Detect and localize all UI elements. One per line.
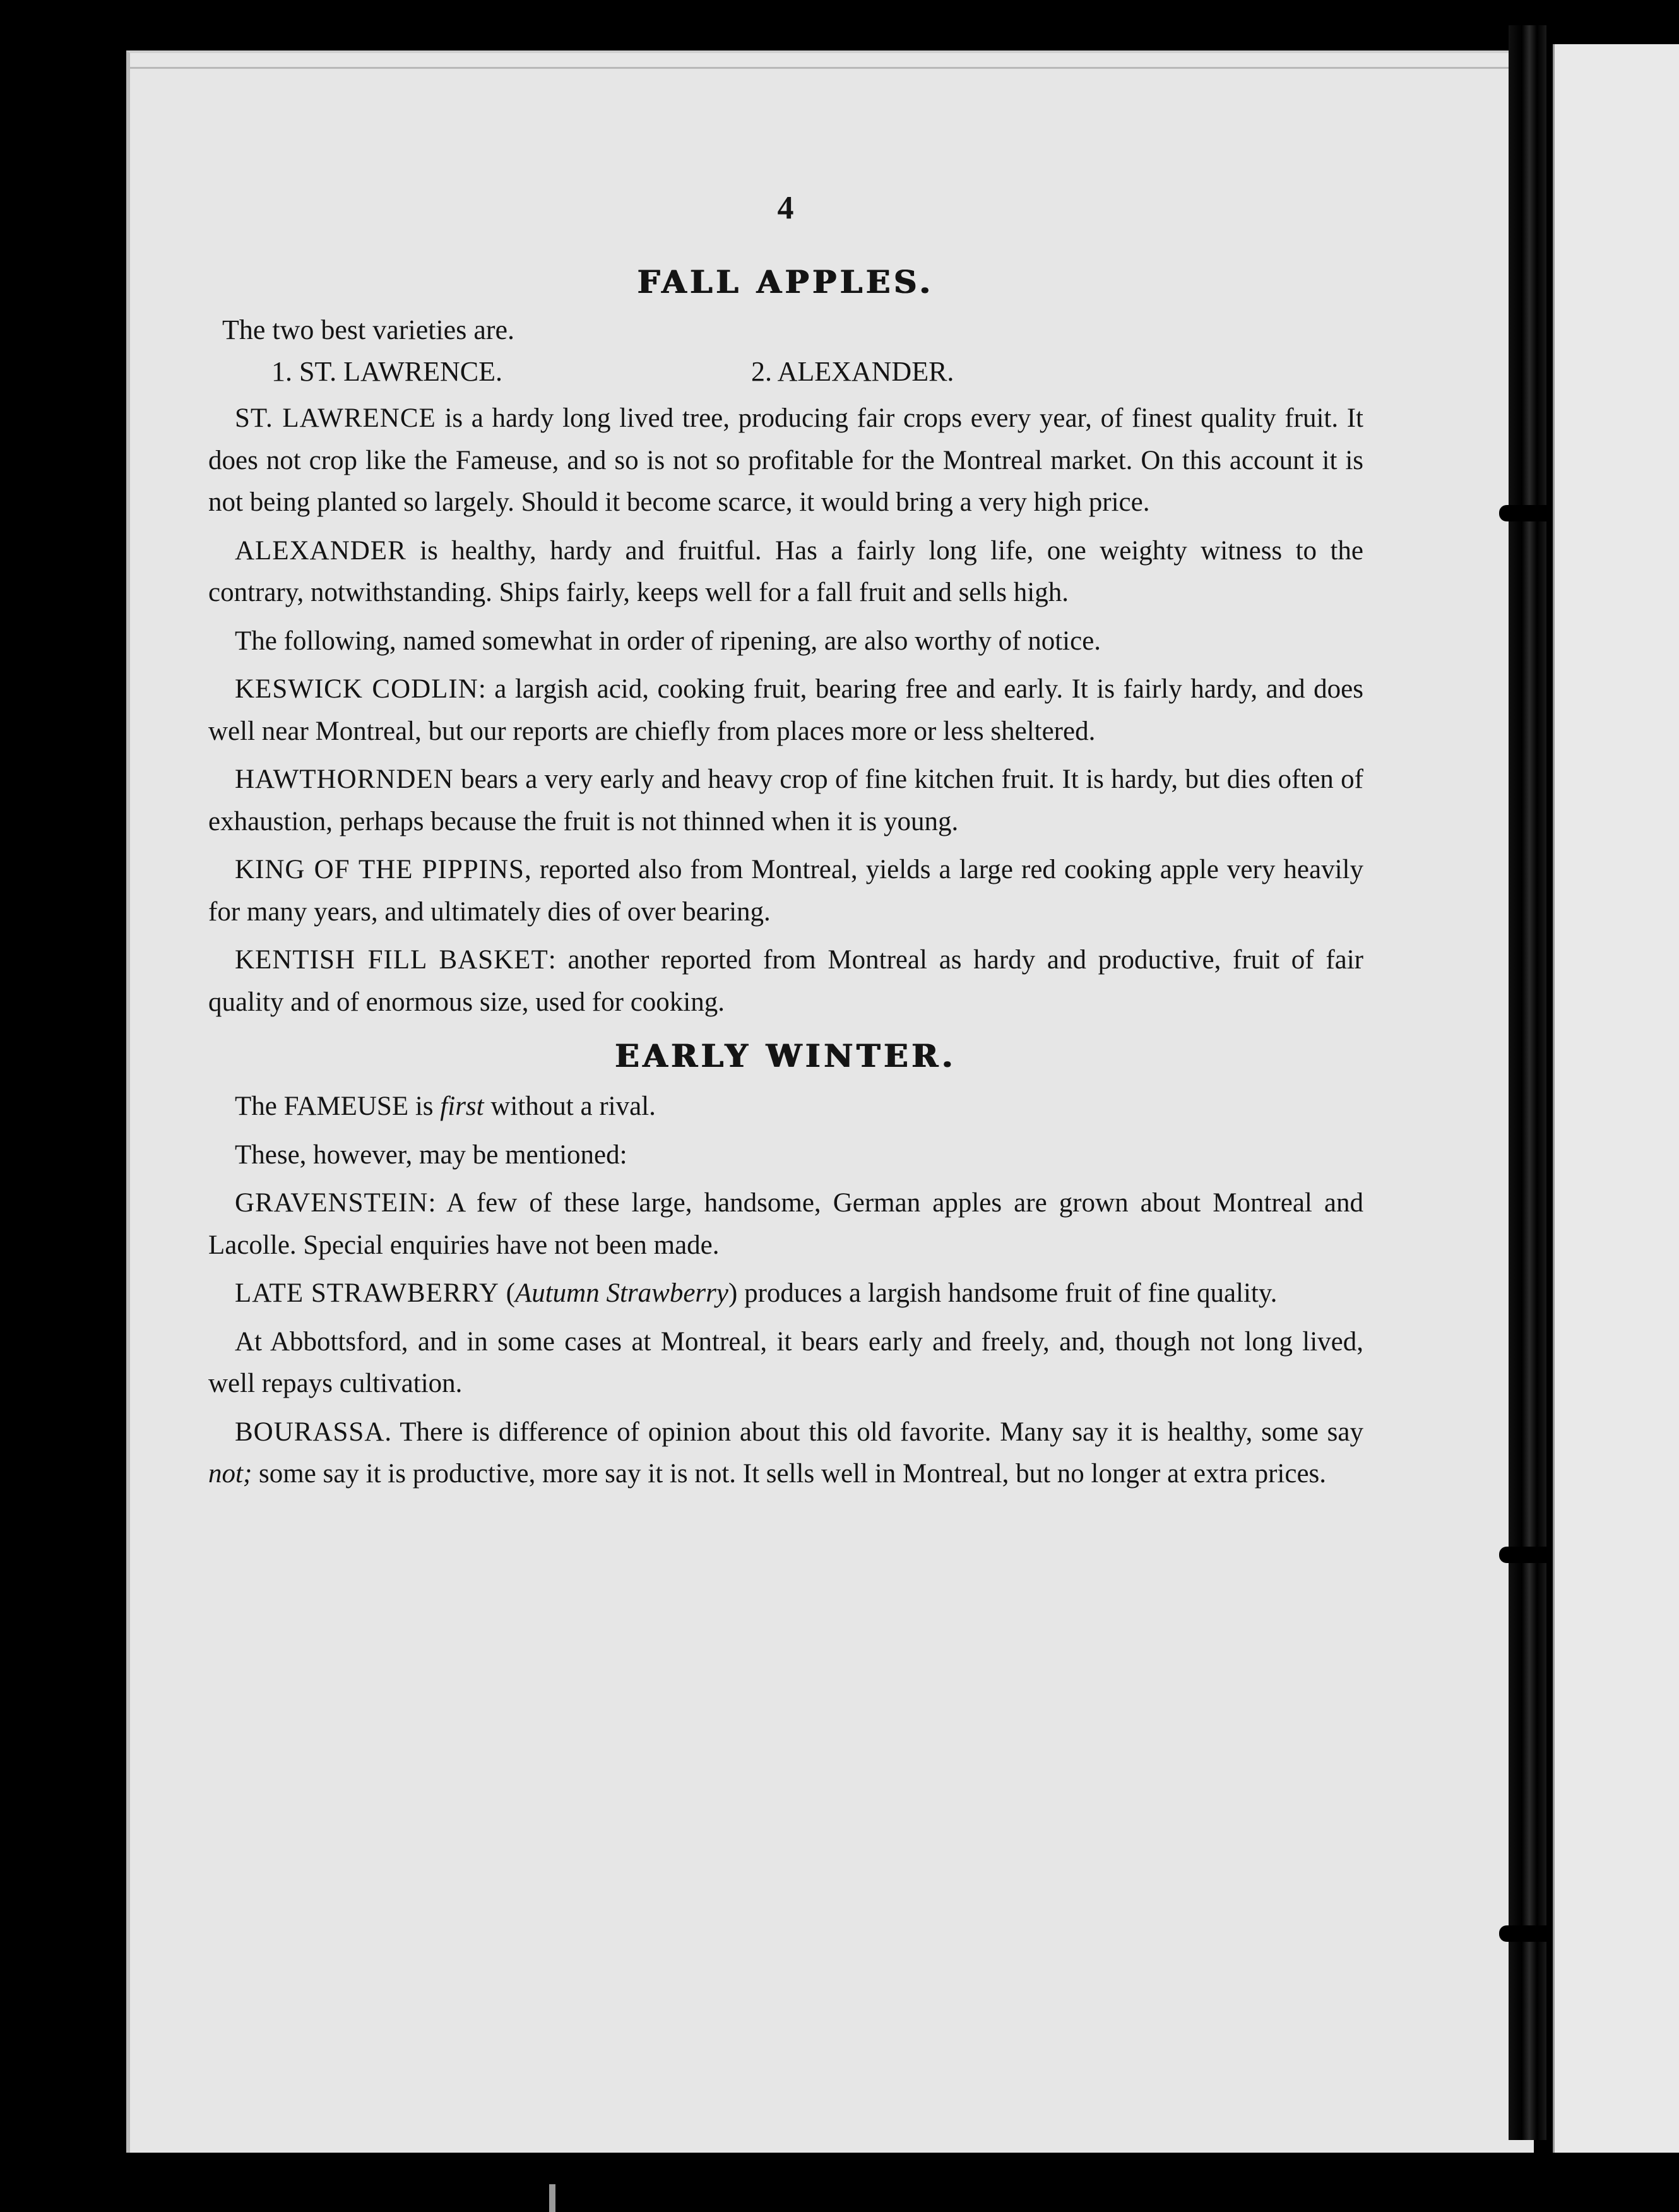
paragraph-following: The following, named somewhat in order of ripening, are also worthy of notice. — [235, 626, 1101, 656]
paragraph-king-of-the-pippins — [208, 849, 1363, 933]
variety-description: : another reported from Montreal as hardy and productive, fruit of fair quality and of enormous size, used for cooking. — [208, 945, 1363, 1017]
binding-stitch — [1499, 1925, 1556, 1942]
binding-stitch — [1499, 505, 1556, 521]
variety-description: bears a very early and heavy crop of fine kitchen fruit. It is hardy, but dies often of exhaustion, perhaps because the fruit is not thinned when it is young. — [208, 764, 1363, 836]
variety-description: is healthy, hardy and fruitful. Has a fairly long life, one weighty witness to the contrary, notwithstanding. Ships fairly, keeps well for a fall fruit and sells high. — [208, 535, 1363, 607]
paragraph-bourassa — [208, 1412, 1363, 1495]
variety-description: ) produces a largish handsome fruit of fine quality. — [728, 1278, 1278, 1308]
adjacent-page-edge — [1553, 44, 1679, 2153]
best-varieties-list — [208, 351, 1363, 393]
variety-description: : a largish acid, cooking fruit, bearing free and early. It is fairly hardy, and does well near Montreal, but our reports are chiefly from places more or less sheltered. — [208, 674, 1363, 746]
paragraph-fameuse — [208, 1086, 1363, 1128]
variety-name: HAWTHORNDEN — [235, 764, 454, 794]
section-title-early-winter: EARLY WINTER. — [615, 1037, 957, 1074]
fameuse-text-end: without a rival. — [484, 1091, 656, 1121]
variety-name: LATE STRAWBERRY — [235, 1278, 499, 1308]
variety-name: KESWICK CODLIN — [235, 674, 478, 704]
list-item: 2. ALEXANDER. — [751, 356, 954, 387]
page-fold-line — [130, 53, 1534, 69]
binding-stitch — [1499, 1547, 1556, 1563]
page-content — [208, 189, 1363, 1502]
variety-name: ALEXANDER — [235, 535, 406, 566]
intro-text: The two best varieties are. — [222, 314, 515, 345]
paragraph-kentish-fill-basket — [208, 939, 1363, 1023]
page-number: 4 — [777, 190, 795, 226]
variety-description: , reported also from Montreal, yields a large red cooking apple very heavily for many years, and ultimately dies of over bearing. — [208, 855, 1363, 927]
paragraph-however: These, however, may be mentioned: — [235, 1139, 627, 1170]
emphasis-text: not; — [208, 1459, 252, 1489]
book-binding — [1509, 25, 1546, 2140]
scan-mark — [549, 2184, 555, 2212]
variety-name: GRAVENSTEIN — [235, 1188, 429, 1218]
variety-description: . There is difference of opinion about this old favorite. Many say it is healthy, some say — [384, 1417, 1363, 1447]
fameuse-text: The FAMEUSE is — [235, 1091, 441, 1121]
paragraph-abbottsford: At Abbottsford, and in some cases at Montreal, it bears early and freely, and, though not long lived, well repays cultivation. — [208, 1326, 1363, 1398]
paragraph-late-strawberry — [208, 1273, 1363, 1315]
section-title-fall-apples: FALL APPLES. — [637, 263, 935, 300]
paragraph-alexander — [208, 530, 1363, 614]
paragraph-hawthornden — [208, 759, 1363, 843]
emphasis-text: Autumn Strawberry — [514, 1278, 728, 1308]
list-item: 1. ST. LAWRENCE. — [271, 356, 502, 387]
variety-name: KENTISH FILL BASKET — [235, 945, 549, 975]
variety-name: KING OF THE PIPPINS — [235, 855, 525, 884]
paren-open: ( — [499, 1278, 515, 1308]
paragraph-st-lawrence — [208, 398, 1363, 524]
variety-description: : A few of these large, handsome, German apples are grown about Montreal and Lacolle. Special enquiries have not been made. — [208, 1188, 1363, 1260]
paragraph-gravenstein — [208, 1182, 1363, 1266]
variety-description: is a hardy long lived tree, producing fair crops every year, of finest quality fruit. It does not crop like the Fameuse, and so is not so profitable for the Montreal market. On this account it is not being planted so largely. Should it become scarce, it would bring a very high price. — [208, 403, 1364, 517]
variety-name: ST. LAWRENCE — [235, 403, 436, 433]
paragraph-keswick-codlin — [208, 669, 1363, 752]
variety-description-end: some say it is productive, more say it is not. It sells well in Montreal, but no longer at extra prices. — [252, 1459, 1327, 1489]
emphasis-text: first — [440, 1091, 484, 1121]
variety-name: BOURASSA — [235, 1417, 385, 1447]
